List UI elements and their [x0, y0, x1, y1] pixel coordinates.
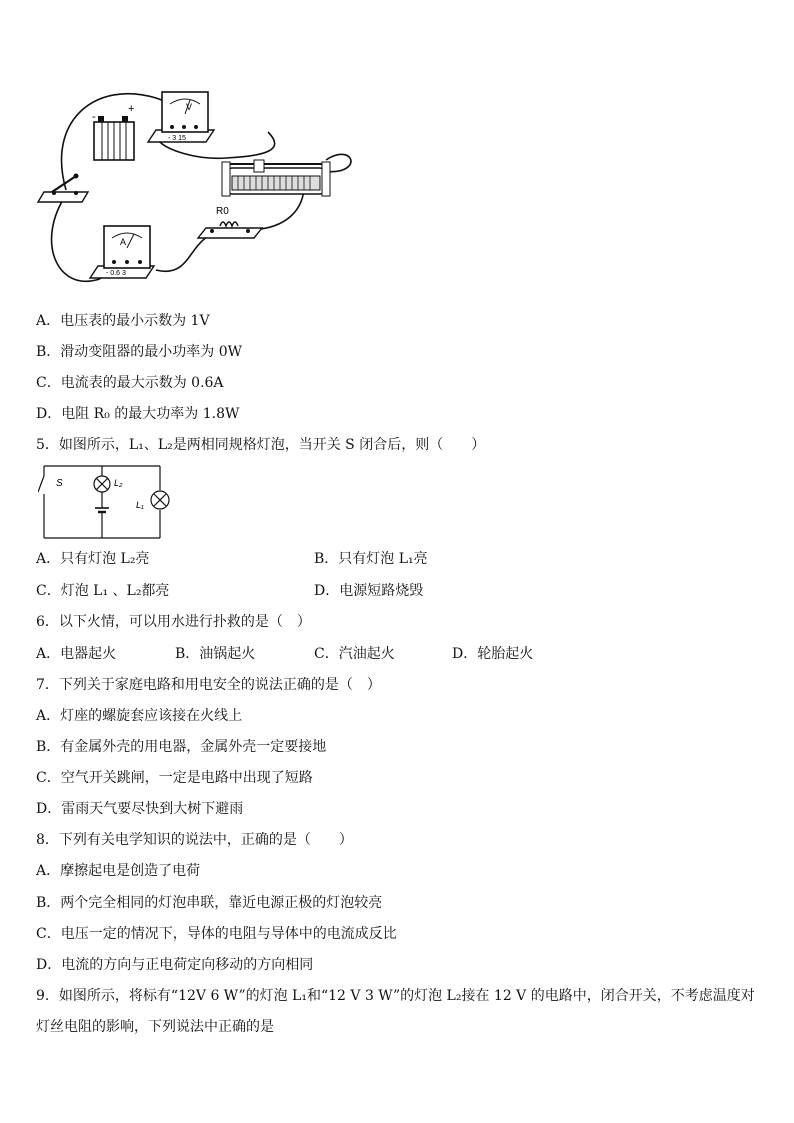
- q8-option-d: D．电流的方向与正电荷定向移动的方向相同: [36, 957, 314, 973]
- q6-option-b: B．油锅起火: [175, 646, 256, 662]
- voltmeter-unit-label: V: [186, 102, 193, 112]
- circuit-apparatus-figure: [36, 80, 356, 312]
- q6-option-a: A．电器起火: [36, 646, 117, 662]
- q4-option-d: D．电阻 R₀ 的最大功率为 1.8W: [36, 406, 240, 422]
- q7-option-c: C．空气开关跳闸，一定是电路中出现了短路: [36, 770, 313, 786]
- q5-option-b: B．只有灯泡 L₁亮: [314, 551, 428, 567]
- q6-option-c: C．汽油起火: [314, 646, 395, 662]
- q8-option-a: A．摩擦起电是创造了电荷: [36, 863, 201, 879]
- q7-stem: 7．下列关于家庭电路和用电安全的说法正确的是（ ）: [36, 677, 381, 693]
- resistor-r0-icon: [198, 206, 262, 238]
- ammeter-icon: [90, 226, 154, 278]
- q4-option-a: A．电压表的最小示数为 1V: [36, 313, 210, 329]
- q5-stem: 5．如图所示，L₁、L₂是两相同规格灯泡，当开关 S 闭合后，则（ ）: [36, 437, 486, 453]
- voltmeter-icon: [148, 92, 214, 142]
- battery-icon: [92, 103, 134, 160]
- resistor-label: R0: [216, 206, 229, 217]
- q6-stem: 6．以下火情，可以用水进行扑救的是（ ）: [36, 614, 311, 630]
- battery-plus-label: +: [128, 103, 135, 115]
- q8-option-c: C．电压一定的情况下，导体的电阻与导体中的电流成反比: [36, 926, 397, 942]
- voltmeter-terminals-label: - 3 15: [168, 135, 186, 142]
- battery-minus-label: -: [92, 111, 96, 123]
- q9-stem-line1: 9．如图所示，将标有“12V 6 W”的灯泡 L₁和“12 V 3 W”的灯泡 L₂接在 12 V 的电路中，闭合开关，不考虑温度对: [36, 988, 755, 1004]
- q4-option-c: C．电流表的最大示数为 0.6A: [36, 375, 224, 391]
- q4-option-b: B．滑动变阻器的最小功率为 0W: [36, 344, 243, 360]
- q5-option-c: C．灯泡 L₁ 、L₂都亮: [36, 583, 170, 599]
- q7-option-b: B．有金属外壳的用电器，金属外壳一定要接地: [36, 739, 327, 755]
- q5-option-d: D．电源短路烧毁: [314, 583, 424, 599]
- ammeter-terminals-label: - 0.6 3: [106, 270, 126, 277]
- q5-lamp2-label: L₂: [114, 478, 123, 488]
- ammeter-unit-label: A: [120, 237, 127, 247]
- q5-lamp1-label: L₁: [136, 500, 144, 510]
- sliding-rheostat-icon: [222, 160, 330, 196]
- q9-stem-line2: 灯丝电阻的影响，下列说法中正确的是: [36, 1019, 274, 1035]
- q7-option-d: D．雷雨天气要尽快到大树下避雨: [36, 801, 244, 817]
- q5-switch-label: S: [56, 478, 63, 489]
- q5-option-a: A．只有灯泡 L₂亮: [36, 551, 150, 567]
- q7-option-a: A．灯座的螺旋套应该接在火线上: [36, 708, 243, 724]
- q5-circuit-figure: [38, 462, 174, 544]
- q6-option-d: D．轮胎起火: [452, 646, 534, 662]
- q8-stem: 8．下列有关电学知识的说法中，正确的是（ ）: [36, 832, 353, 848]
- q8-option-b: B．两个完全相同的灯泡串联，靠近电源正极的灯泡较亮: [36, 895, 383, 911]
